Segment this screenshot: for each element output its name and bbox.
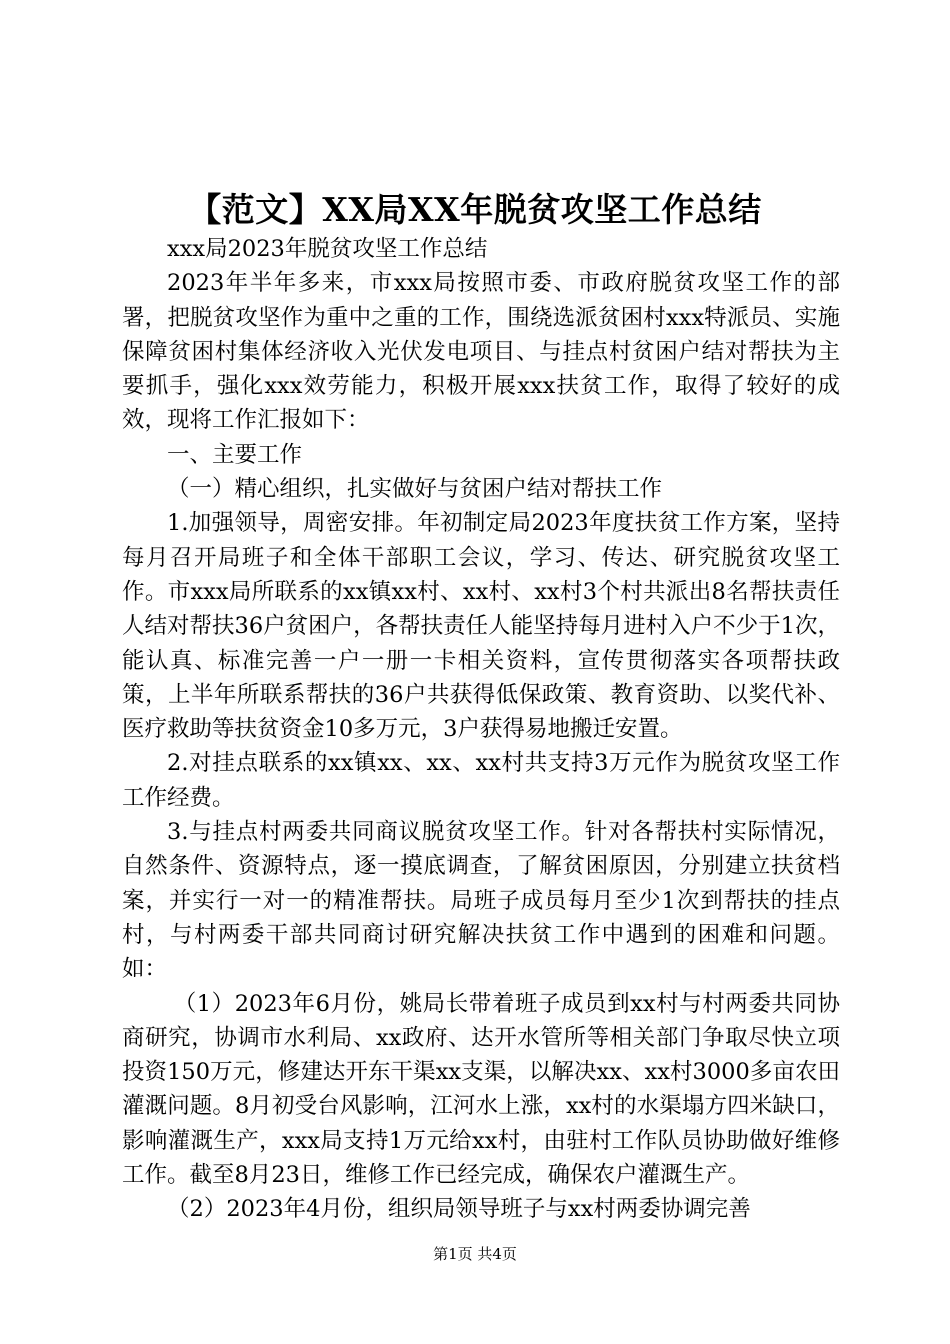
subsection-heading: （一）精心组织，扎实做好与贫困户结对帮扶工作 — [167, 476, 663, 503]
section-heading: 一、主要工作 — [167, 441, 303, 468]
document-title: 【范文】XX局XX年脱贫攻坚工作总结 — [188, 190, 762, 229]
item-1-paragraph: 1.加强领导，周密安排。年初制定局2023年度扶贫工作方案，坚持每月召开局班子和全体干部职工会议，学习、传达、研究脱贫攻坚工作。市xxx局所联系的xx镇xx村、xx村、xx村3个村共派出8名帮扶责任人结对帮扶36户贫困户，各帮扶责任人能坚持每月进村入户不少于1次，能认真、标准完善一户一册一卡相关资料，宣传贯彻落实各项帮扶政策，上半年所联系帮扶的36户共获得低保政策、教育资助、以奖代补、医疗救助等扶贫资金10多万元，3户获得易地搬迁安置。 — [122, 510, 840, 743]
example-2-paragraph: （2）2023年4月份，组织局领导班子与xx村两委协调完善 — [167, 1196, 751, 1223]
subtitle-paragraph: xxx局2023年脱贫攻坚工作总结 — [167, 236, 488, 262]
page-footer: 第1页 共4页 — [433, 1245, 517, 1263]
intro-paragraph: 2023年半年多来，市xxx局按照市委、市政府脱贫攻坚工作的部署，把脱贫攻坚作为重中之重的工作，围绕选派贫困村xxx特派员、实施保障贫困村集体经济收入光伏发电项目、与挂点村贫困户结对帮扶为主要抓手，强化xxx效劳能力，积极开展xxx扶贫工作，取得了较好的成效，现将工作汇报如下： — [122, 270, 840, 434]
item-2-paragraph: 2.对挂点联系的xx镇xx、xx、xx村共支持3万元作为脱贫攻坚工作工作经费。 — [122, 750, 840, 811]
document-body — [122, 232, 840, 1227]
example-1-paragraph: （1）2023年6月份，姚局长带着班子成员到xx村与村两委共同协商研究，协调市水利局、xx政府、达开水管所等相关部门争取尽快立项投资150万元，修建达开东干渠xx支渠，以解决xx、xx村3000多亩农田灌溉问题。8月初受台风影响，江河水上涨，xx村的水渠塌方四米缺口，影响灌溉生产，xxx局支持1万元给xx村，由驻村工作队员协助做好维修工作。截至8月23日，维修工作已经完成，确保农户灌溉生产。 — [122, 990, 840, 1189]
item-3-paragraph: 3.与挂点村两委共同商议脱贫攻坚工作。针对各帮扶村实际情况，自然条件、资源特点，逐一摸底调查，了解贫困原因，分别建立扶贫档案，并实行一对一的精准帮扶。局班子成员每月至少1次到帮扶的挂点村，与村两委干部共同商讨研究解决扶贫工作中遇到的困难和问题。如： — [122, 819, 840, 983]
